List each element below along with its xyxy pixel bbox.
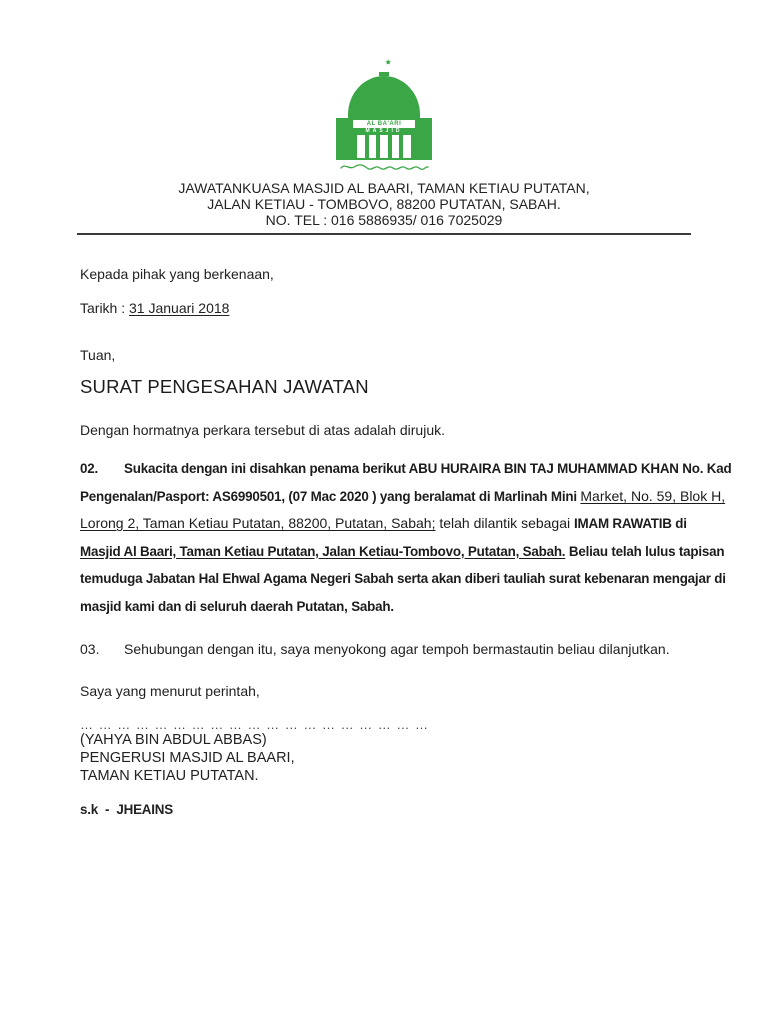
para02-run: masjid kami dan di seluruh daerah Putatan, Sabah. bbox=[80, 598, 394, 614]
para03-text: Sehubungan dengan itu, saya menyokong agar tempoh bermastautin beliau dilanjutkan. bbox=[124, 641, 670, 657]
para02-run: telah dilantik sebagai bbox=[435, 515, 575, 531]
para02-run-underlined: Lorong 2, Taman Ketiau Putatan, 88200, Putatan, Sabah; bbox=[80, 515, 436, 531]
letterhead-line2: JALAN KETIAU - TOMBOVO, 88200 PUTATAN, SABAH. bbox=[207, 196, 561, 212]
para02-run: temuduga Jabatan Hal Ehwal Agama Negeri Sabah serta akan diberi tauliah surat kebenaran mengajar di bbox=[80, 571, 726, 586]
para02-run-underlined: Masjid Al Baari, Taman Ketiau Putatan, Jalan bbox=[80, 543, 359, 559]
para02-number: 02. bbox=[80, 461, 99, 476]
letterhead-line3: NO. TEL : 016 5886935/ 016 7025029 bbox=[265, 212, 503, 228]
signatory-title1: PENGERUSI MASJID AL BAARI, bbox=[80, 750, 295, 766]
signature-dotted-line: … … … … … … … … … … … … … … … … … … … bbox=[80, 717, 430, 732]
para02-run: IMAM RAWATIB di bbox=[574, 516, 687, 531]
cc-line: s.k - JHEAINS bbox=[80, 802, 173, 817]
para02-run: Pengenalan/Pasport: AS6990501, (07 Mac 2020 ) yang beralamat di Marlinah Mini bbox=[80, 488, 581, 504]
para03-number: 03. bbox=[80, 641, 100, 657]
para02-run-underlined: Market, No. 59, Blok H, bbox=[580, 487, 726, 504]
para02-line4 bbox=[80, 538, 725, 566]
mosque-logo bbox=[336, 52, 432, 172]
column bbox=[380, 135, 388, 158]
column bbox=[357, 135, 365, 158]
facade-panel bbox=[353, 120, 415, 158]
logo-name: AL BA'ARI bbox=[366, 121, 402, 127]
crescent-and-star-icon bbox=[374, 52, 394, 72]
letterhead bbox=[0, 180, 768, 228]
para02-run: Beliau telah lulus tapisan bbox=[565, 543, 725, 559]
column bbox=[403, 135, 411, 158]
facade-columns bbox=[353, 135, 415, 158]
date-label: Tarikh : bbox=[80, 300, 130, 316]
letterhead-line1: JAWATANKUASA MASJID AL BAARI, TAMAN KETIAU PUTATAN, bbox=[178, 180, 590, 196]
para02-line3 bbox=[80, 510, 692, 538]
addressee: Tuan, bbox=[80, 347, 116, 363]
signatory-name: (YAHYA BIN ABDUL ABBAS) bbox=[80, 732, 267, 748]
closing-line: Saya yang menurut perintah, bbox=[80, 683, 260, 699]
salutation: Kepada pihak yang berkenaan, bbox=[80, 266, 274, 282]
date-line bbox=[80, 300, 692, 316]
date-value: 31 Januari 2018 bbox=[129, 300, 230, 316]
mosque-dome bbox=[348, 76, 420, 118]
mosque-facade bbox=[336, 118, 432, 160]
para02-run-underlined: Ketiau-Tombovo, Putatan, Sabah. bbox=[358, 543, 566, 559]
subject-title: SURAT PENGESAHAN JAWATAN bbox=[80, 376, 369, 397]
para02-line2 bbox=[80, 483, 726, 511]
logo-script-flourish bbox=[338, 161, 430, 172]
letterhead-rule bbox=[77, 233, 691, 235]
column bbox=[369, 135, 377, 158]
paragraph-03 bbox=[80, 641, 692, 657]
para02-line5 bbox=[80, 565, 726, 593]
para02-line6 bbox=[80, 593, 692, 621]
intro-line: Dengan hormatnya perkara tersebut di atas adalah dirujuk. bbox=[80, 422, 445, 438]
column bbox=[392, 135, 400, 158]
para02-run: Sukacita dengan ini disahkan penama berikut ABU HURAIRA BIN TAJ MUHAMMAD KHAN No. Kad bbox=[124, 461, 732, 476]
logo-band: MASJID bbox=[353, 128, 415, 135]
para02-line1 bbox=[80, 455, 732, 483]
letter-body bbox=[80, 266, 732, 817]
signatory-title2: TAMAN KETIAU PUTATAN. bbox=[80, 768, 259, 784]
paragraph-02 bbox=[80, 455, 732, 620]
signature-block bbox=[80, 719, 692, 785]
